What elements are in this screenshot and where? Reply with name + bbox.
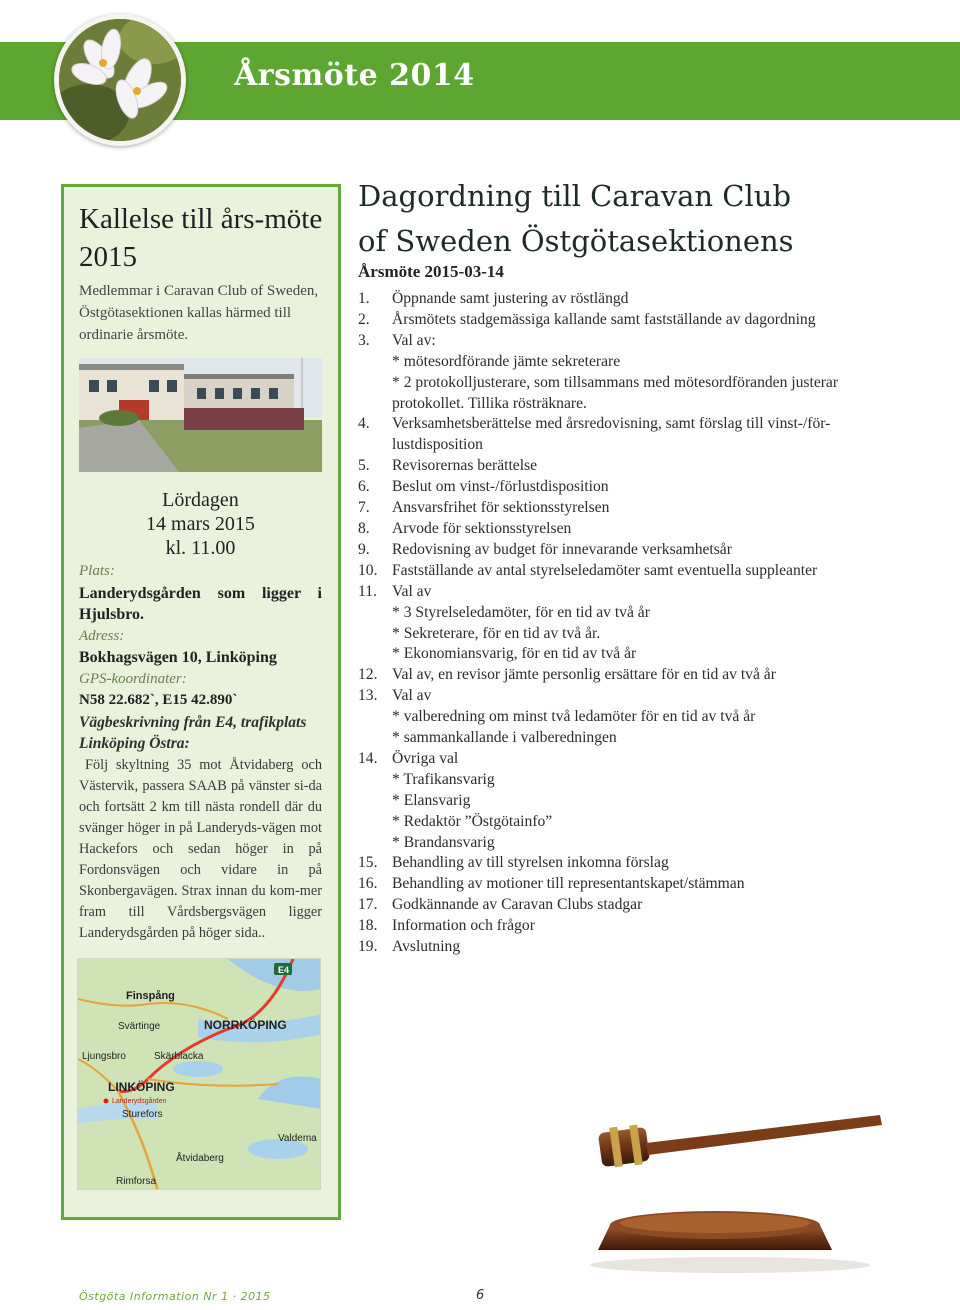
agenda-item: [358, 937, 898, 958]
agenda-item-number: 16.: [358, 875, 378, 893]
map-label-ljungsbro: Ljungsbro: [82, 1051, 126, 1062]
road-map: [77, 958, 321, 1190]
map-label-sturefors: Sturefors: [122, 1109, 163, 1120]
agenda-item: [358, 456, 898, 477]
agenda-item-text: Godkännande av Caravan Clubs stadgar: [392, 896, 643, 914]
agenda-item-text: Val av:: [392, 331, 436, 349]
address-value: Bokhagsvägen 10, Linköping: [79, 649, 277, 666]
map-label-svartinge: Svärtinge: [118, 1021, 161, 1032]
agenda-item-number: 19.: [358, 938, 378, 956]
agenda-item: [358, 561, 898, 582]
map-label-e4: E4: [278, 965, 290, 975]
page-number: 6: [476, 1288, 485, 1303]
agenda-item: [358, 331, 898, 415]
agenda-item-text: Beslut om vinst-/förlustdisposition: [392, 478, 609, 496]
invitation-intro: Medlemmar i Caravan Club of Sweden, Östgötasektionen kallas härmed till ordinarie årsmöte.: [79, 283, 319, 343]
agenda-item-text: Behandling av motioner till representantskapet/stämman: [392, 875, 745, 893]
agenda-item-text: Arvode för sektionsstyrelsen: [392, 519, 572, 537]
agenda-item-number: 7.: [358, 499, 370, 517]
map-label-norrkoping: NORRKÖPING: [204, 1018, 287, 1032]
agenda-item-number: 10.: [358, 561, 378, 579]
gps-label: GPS-koordinater:: [79, 670, 187, 687]
agenda-item: [358, 289, 898, 310]
agenda-item: [358, 895, 898, 916]
agenda-item-number: 5.: [358, 457, 370, 475]
place-value: Landerydsgården som ligger i Hjulsbro.: [79, 584, 322, 623]
agenda-sub-item: * 2 protokolljusterare, som tillsammans med mötesordföranden justerar protokollet. Tillika rösträknare.: [392, 373, 839, 412]
agenda-item: [358, 916, 898, 937]
agenda-item-number: 1.: [358, 290, 370, 307]
agenda-item-text: Verksamhetsberättelse med årsredovisning, samt förslag till vinst-/för-lustdisposition: [392, 415, 831, 454]
address-label: Adress:: [79, 627, 125, 644]
page-title: Årsmöte 2014: [234, 58, 475, 93]
agenda-item: [358, 414, 898, 456]
building-photo: [79, 358, 322, 472]
agenda-item-number: 14.: [358, 749, 378, 767]
invitation-title: Kallelse till års-möte 2015: [79, 203, 323, 273]
agenda-item-number: 18.: [358, 917, 378, 935]
agenda-item: [358, 853, 898, 874]
agenda-item: [358, 477, 898, 498]
agenda-item-number: 9.: [358, 540, 370, 558]
map-label-atvidaberg: Åtvidaberg: [176, 1153, 224, 1164]
agenda-item-number: 8.: [358, 519, 370, 537]
event-details: [79, 561, 322, 944]
map-label-skarblacka: Skärblacka: [154, 1051, 204, 1062]
agenda-item: [358, 582, 898, 666]
map-label-landerydsgarden: Landerydsgården: [112, 1098, 167, 1105]
agenda-title-line2: of Sweden Östgötasektionens: [358, 224, 794, 258]
agenda-sub-item: * 3 Styrelseledamöter, för en tid av två år: [392, 603, 650, 621]
map-label-valdema: Valdema: [278, 1133, 317, 1144]
agenda-item-text: Årsmötets stadgemässiga kallande samt fastställande av dagordning: [392, 310, 816, 328]
agenda-item-text: Val av: [392, 687, 432, 705]
agenda-item-number: 11.: [358, 582, 377, 600]
agenda-sub-item: * valberedning om minst två ledamöter för en tid av två år: [392, 708, 756, 726]
agenda-item-text: Öppnande samt justering av röstlängd: [392, 290, 629, 307]
agenda-item-text: Behandling av till styrelsen inkomna förslag: [392, 854, 669, 872]
agenda-item-text: Övriga val: [392, 749, 459, 767]
agenda-item-text: Fastställande av antal styrelseledamöter samt eventuella suppleanter: [392, 561, 818, 579]
place-label: Plats:: [79, 563, 115, 579]
agenda-item: [358, 749, 898, 854]
agenda-item-text: Revisorernas berättelse: [392, 457, 538, 475]
agenda-title-line1: Dagordning till Caravan Club: [358, 179, 792, 213]
map-label-linkoping: LINKÖPING: [108, 1080, 175, 1094]
agenda-date: Årsmöte 2015-03-14: [358, 262, 504, 281]
agenda-sub-item: * Elansvarig: [392, 791, 471, 809]
agenda-item: [358, 665, 898, 686]
agenda-list: [358, 289, 898, 958]
agenda-sub-item: * Redaktör ”Östgötainfo”: [392, 812, 553, 830]
route-label: Vägbeskrivning från E4, trafikplats Linköping Östra:: [79, 713, 307, 752]
agenda-item-text: Information och frågor: [392, 917, 535, 935]
map-label-rimforsa: Rimforsa: [116, 1176, 157, 1187]
agenda-item-number: 17.: [358, 896, 378, 914]
agenda-item-number: 15.: [358, 854, 378, 872]
agenda-item-text: Avslutning: [392, 938, 461, 956]
agenda-item: [358, 310, 898, 331]
event-day: Lördagen: [162, 489, 239, 511]
agenda-item-text: Redovisning av budget för innevarande verksamhetsår: [392, 540, 732, 558]
agenda-item-number: 13.: [358, 687, 378, 705]
gps-value: N58 22.682`, E15 42.890`: [79, 692, 238, 708]
agenda-item: [358, 519, 898, 540]
agenda-sub-item: * Sekreterare, för en tid av två år.: [392, 624, 601, 642]
agenda-item: [358, 686, 898, 749]
agenda-item-number: 4.: [358, 415, 370, 433]
agenda-item-text: Val av, en revisor jämte personlig ersättare för en tid av två år: [392, 666, 776, 684]
agenda-item: [358, 540, 898, 561]
agenda-sub-item: * Brandansvarig: [392, 833, 495, 851]
agenda-title: [358, 174, 938, 264]
route-text: Följ skyltning 35 mot Åtvidaberg och Västervik, passera SAAB på vänster si-da och fortsätt 2 km till nästa rondell där du svänger höger in på Landeryds-vägen mot Hackefors och sedan höger in på Fordonsvägen och vidare in på Skonbergavägen. Strax innan du kom-mer fram till Vårdsbergsvägen ligger Landerydsgården på höger sida..: [79, 756, 322, 942]
event-datetime: [79, 488, 322, 560]
map-label-finspang: Finspång: [126, 990, 175, 1002]
crocus-flower-photo: [54, 14, 186, 146]
gavel-photo: [560, 1075, 890, 1275]
agenda-item-text: Ansvarsfrihet för sektionsstyrelsen: [392, 499, 610, 517]
agenda-sub-item: * mötesordförande jämte sekreterare: [392, 352, 621, 370]
agenda-sub-item: * Trafikansvarig: [392, 770, 495, 788]
footer-publication: Östgöta Information Nr 1 · 2015: [79, 1290, 271, 1303]
agenda-sub-item: * sammankallande i valberedningen: [392, 729, 617, 747]
agenda-item: [358, 874, 898, 895]
agenda-item-number: 12.: [358, 666, 378, 684]
event-time: kl. 11.00: [165, 537, 236, 559]
agenda-sub-item: * Ekonomiansvarig, för en tid av två år: [392, 645, 637, 663]
agenda-item-number: 6.: [358, 478, 370, 496]
agenda-item: [358, 498, 898, 519]
agenda-item-text: Val av: [392, 582, 432, 600]
event-date: 14 mars 2015: [146, 513, 255, 535]
agenda-item-number: 3.: [358, 331, 370, 349]
agenda-item-number: 2.: [358, 310, 370, 328]
